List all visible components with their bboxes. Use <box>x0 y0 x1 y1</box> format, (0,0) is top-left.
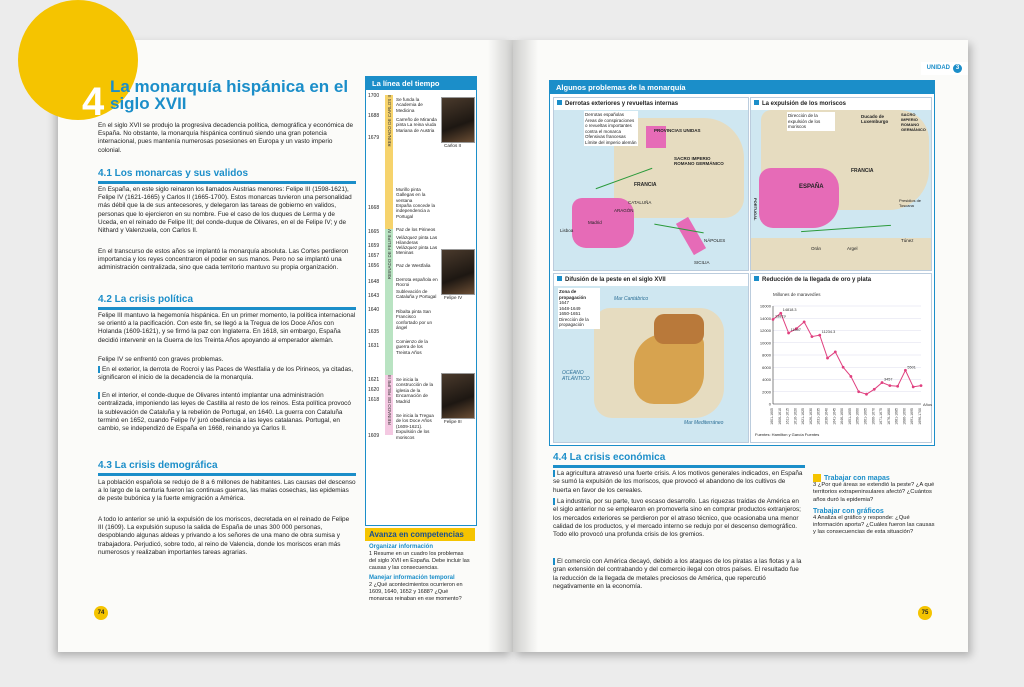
map-moriscos <box>750 97 932 271</box>
year-mark: 1640 <box>368 307 380 313</box>
map3-title: Difusión de la peste en el siglo XVII <box>557 276 666 283</box>
section-4-1-title: 4.1 Los monarcas y sus validos <box>98 168 249 179</box>
map2-legend <box>787 112 835 131</box>
chart-y-tick-label: 12000 <box>759 328 771 333</box>
map-label: Presidios de Toscana <box>899 198 922 208</box>
map-label: Mar Mediterráneo <box>684 420 724 426</box>
chart-point <box>818 334 821 337</box>
unit-tag-number: 3 <box>953 64 962 73</box>
bullet-comercio <box>553 558 805 591</box>
section-4-1-paragraph-1: En España, en este siglo reinaron los llamados Austrias menores: Felipe III (1598-1621), Felipe IV (1621-1665) y Carlos II (1665-1700). Estos monarcas tuvieron una personalidad más débil que la de sus antecesores, y delegaron las tareas de gobierno en validos, personas que lo ejercieron en su nombre. Fue el caso de los duques de Lerma y de Uceda, en el reinado de Felipe III; del conde-duque de Olivares, en el de Felipe IV; y de Nithard y Valenzuela, con Carlos II. <box>98 186 352 235</box>
map-label: OCÉANO ATLÁNTICO <box>562 370 590 382</box>
timeline-event: Carreño de Miranda pinta La reina viuda Mariana de Austria <box>396 117 437 133</box>
page-title: La monarquía hispánica en el siglo XVII <box>110 77 349 113</box>
timeline-event: Sublevación de Cataluña y Portugal <box>396 289 437 300</box>
timeline-event: Paz de Westfalia <box>396 263 438 268</box>
timeline-event: Velázquez pinta Las Meninas <box>396 245 438 256</box>
gold-silver-chart <box>750 273 932 443</box>
reign-band-felipe-iii <box>385 375 393 435</box>
year-mark: 1631 <box>368 343 380 349</box>
chart-y-tick-label: 0 <box>768 401 771 407</box>
year-mark: 1609 <box>368 433 380 439</box>
right-page <box>513 40 968 652</box>
chart-point <box>834 351 837 354</box>
chart-x-tick-label: 1606-1610 <box>777 408 782 425</box>
year-mark: 1648 <box>368 279 380 285</box>
bullet-marker <box>553 498 555 505</box>
chart-x-end-label: Años <box>923 402 933 407</box>
chart-data-label: 11234.3 <box>821 330 836 335</box>
chart-x-tick-label: 1676-1680 <box>886 408 891 425</box>
portrait-caption: Carlos II <box>444 143 462 148</box>
portrait-caption: Felipe IV <box>444 295 463 300</box>
map-label: Túnez <box>901 238 914 243</box>
chart-point <box>881 381 884 384</box>
activities-box <box>813 470 938 537</box>
chart-series-line <box>773 313 921 394</box>
map-label: FRANCIA <box>851 168 874 174</box>
legend-item: 1647 <box>559 300 570 305</box>
map-peste <box>553 273 749 443</box>
reign-label: REINADO DE FELIPE IV <box>386 229 392 280</box>
chart-point <box>865 393 868 396</box>
chart-x-tick-label: 1641-1645 <box>832 408 837 425</box>
chart-x-tick-label: 1626-1630 <box>808 408 813 425</box>
chart-x-tick-label: 1671-1675 <box>879 408 884 425</box>
timeline-event: Se funda la Academia de Medicina <box>396 97 438 113</box>
map-label: Ducado de Luxemburgo <box>861 114 889 124</box>
reign-band-carlos-ii <box>385 95 393 229</box>
timeline-event: Se inicia la construcción de la iglesia de la Encarnación de Madrid <box>396 377 438 404</box>
chart-y-tick-label: 14000 <box>759 315 771 321</box>
timeline-title: La línea del tiempo <box>366 77 476 90</box>
legend-item: Áreas de conspiraciones o revueltas importantes contra el monarca <box>585 117 635 134</box>
chart-x-tick-label: 1646-1650 <box>840 408 845 425</box>
chart-data-label: 14818.3 <box>782 308 797 313</box>
map-label: Mar Cantábrico <box>614 296 649 302</box>
section-divider <box>98 181 356 184</box>
section-divider <box>98 307 356 310</box>
bullet-agricultura <box>553 470 805 495</box>
chart-x-tick-label: 1681-1685 <box>894 408 899 425</box>
map-label: Argel <box>847 246 858 251</box>
bullet-exterior <box>98 366 356 383</box>
chart-title: Reducción de la llegada de oro y plata <box>754 276 871 283</box>
map1-legend <box>584 111 638 146</box>
bullet-marker <box>98 392 100 399</box>
legend-item: Límite del imperio alemán <box>585 139 637 145</box>
chart-svg <box>751 284 931 442</box>
map-label: PROVINCIAS UNIDAS <box>654 128 701 133</box>
section-4-2-title: 4.2 La crisis política <box>98 294 194 305</box>
portrait-felipe-iv <box>441 249 475 295</box>
year-mark: 1618 <box>368 397 380 403</box>
activity-heading-text: Trabajar con gráficos <box>813 507 884 515</box>
chart-x-tick-label: 1651-1655 <box>847 408 852 425</box>
chart-ylabel: Millones de maravedíes <box>773 292 821 297</box>
chart-point <box>920 384 923 387</box>
chart-y-tick-label: 10000 <box>759 340 771 346</box>
competencias-subtitle-2: Manejar información temporal <box>369 575 455 581</box>
legend-title: Zona de propagación <box>559 289 587 300</box>
chart-x-tick-label: 1611-1615 <box>785 408 790 425</box>
intro-text: En el siglo XVII se produjo la progresiva decadencia política, demográfica y económica de España. No obstante, la monarquía hispánica continuó siendo una gran potencia internacional, pues mantenía numerosas posesiones en Europa y un vasto imperio colonial. <box>98 122 354 154</box>
competencias-box <box>365 528 475 648</box>
map-label: SACRO IMPERIO ROMANO GERMÁNICO <box>674 156 724 166</box>
reign-band-felipe-iv <box>385 229 393 375</box>
chart-point <box>857 390 860 393</box>
chart-x-tick-label: 1636-1640 <box>824 408 829 425</box>
map-label: FRANCIA <box>634 182 657 188</box>
chart-data-label: 11597 <box>790 327 801 332</box>
chart-x-tick-label: 1686-1690 <box>902 408 907 425</box>
chart-point <box>849 375 852 378</box>
map-derrotas <box>553 97 749 271</box>
legend-item: Ofensivas francesas <box>585 134 626 139</box>
legend-item: 1648-1649 <box>559 305 581 311</box>
competencias-title: Avanza en competencias <box>365 528 475 541</box>
reign-label: REINADO DE FELIPE III <box>386 375 392 425</box>
map-label: Orán <box>811 246 822 251</box>
unit-number: 4 <box>82 80 105 124</box>
chart-source: Fuentes: Hamilton y García Fuentes <box>755 432 820 437</box>
legend-item: Derrotas españolas <box>585 112 625 117</box>
portrait-felipe-iii <box>441 373 475 419</box>
chart-x-tick-label: 1601-1605 <box>770 408 774 425</box>
year-mark: 1656 <box>368 263 380 269</box>
map-label: SACRO IMPERIO ROMANO GERMÁNICO <box>901 112 926 132</box>
map-label: ESPAÑA <box>799 184 824 190</box>
map-label: SICILIA <box>694 260 710 265</box>
activity-2: 2 ¿Qué acontecimientos ocurrieron en 1609, 1640, 1652 y 1688? ¿Qué monarcas reinaban en ese momento? <box>369 582 463 602</box>
legend-item: 1650-1651 <box>559 311 581 316</box>
bullet-marker <box>553 470 555 477</box>
chart-point <box>912 385 915 388</box>
year-mark: 1659 <box>368 243 380 249</box>
page-number: 75 <box>918 606 932 620</box>
timeline-event: España concede la independencia a Portugal <box>396 203 438 219</box>
chart-y-tick-label: 2000 <box>762 389 771 395</box>
bullet-interior <box>98 392 356 433</box>
year-mark: 1668 <box>368 205 380 211</box>
year-mark: 1657 <box>368 253 380 259</box>
timeline-event: Murillo pinta Gallegas en la ventana <box>396 187 438 203</box>
map-label: Madrid <box>588 220 602 225</box>
activity-heading-charts <box>813 508 938 515</box>
timeline-event: Velázquez pinta Las Hilanderas <box>396 235 438 246</box>
year-mark: 1688 <box>368 113 380 119</box>
book-spread <box>58 40 968 652</box>
activity-4: 4 Analiza el gráfico y responde: ¿Qué información aporta? ¿Cuáles fueron las causas y las consecuencias de esta situación? <box>813 514 935 536</box>
chart-x-tick-label: 1616-1620 <box>793 408 798 425</box>
spain-area <box>572 198 634 248</box>
timeline-event: Ribalta pinta San Francisco confortado por un ángel <box>396 309 438 331</box>
plague-area-1647 <box>634 334 704 404</box>
section-4-2-paragraph-2: Felipe IV se enfrentó con graves problemas. <box>98 356 224 363</box>
bullet-comercio-text: El comercio con América decayó, debido a los ataques de los piratas a las flotas y a la gran extensión del contrabando y del comercio ilegal con otros países. El resultado fue la reducción de la llegada de metales preciosos de América, que repercutió negativamente en la economía. <box>553 558 802 590</box>
chart-point <box>772 318 775 321</box>
section-4-3-paragraph-1: La población española se redujo de 8 a 6 millones de habitantes. Las causas del descenso a lo largo de la centuria fueron las continuas guerras, las malas cosechas, las epidemias de peste bubónica y la fuerte emigración a América. <box>98 479 356 503</box>
chart-x-tick-label: 1631-1635 <box>816 408 821 425</box>
chart-point <box>826 357 829 360</box>
page-number: 74 <box>94 606 108 620</box>
section-4-1-paragraph-2: En el transcurso de estos años se implantó la monarquía absoluta. Las Cortes perdieron importancia y los reyes concentraron el poder en sus manos. Pero no se implantó una administración centralizada, sino que cada territorio mantuvo su propia organización. <box>98 248 349 272</box>
plague-area-1650 <box>654 314 704 344</box>
chart-x-tick-label: 1691-1695 <box>910 408 915 425</box>
bullet-interior-text: En el interior, el conde-duque de Olivares intentó implantar una administración centralizada, imponiendo las leyes de Castilla al resto de los reinos. Esta política provocó la sublevación de Cataluña y la rebelión de Portugal, en 1640. La guerra con Cataluña terminó en 1652, cuando Felipe IV juró obediencia a las leyes catalanas. Portugal, en cambio, se independizó de España en 1668, reinando ya Carlos II. <box>98 392 351 432</box>
chart-x-tick-label: 1656-1660 <box>855 408 860 425</box>
map-label: NÁPOLES <box>704 238 726 243</box>
bullet-exterior-text: En el exterior, la derrota de Rocroi y las Paces de Westfalia y de los Pirineos, ya citadas, significaron el inicio de la decadencia de la monarquía. <box>98 366 354 382</box>
left-page <box>58 40 513 652</box>
chart-y-tick-label: 16000 <box>759 303 771 309</box>
portrait-caption: Felipe III <box>444 419 462 424</box>
activity-3: 3 ¿Por qué áreas se extendió la peste? ¿A qué territorios extrapeninsulares afectó? ¿Cuántos años duró la epidemia? <box>813 482 935 503</box>
bullet-marker <box>98 366 100 373</box>
chart-data-label: 3457 <box>884 377 893 382</box>
reign-label: REINADO DE CARLOS II <box>386 95 392 147</box>
bullet-industria-text: La industria, por su parte, tuvo escaso desarrollo. Las riquezas traídas de América en el siglo anterior no se emplearon en promoverla sino en comprar productos extranjeros; los mercados exteriores se perdieron por el atraso técnico, que ocasionaba una menor calidad de los productos, y el mercado interno se redujo por el descenso demográfico. Todo ello provocó una profunda crisis de los gremios. <box>553 498 801 538</box>
chart-y-tick-label: 4000 <box>762 377 771 382</box>
section-4-3-title: 4.3 La crisis demográfica <box>98 460 218 471</box>
map-label: CATALUÑA <box>628 200 652 205</box>
map-label: Lisboa <box>560 228 574 233</box>
year-mark: 1665 <box>368 229 380 235</box>
maps-box <box>549 80 935 446</box>
section-4-2-paragraph-1: Felipe III mantuvo la hegemonía hispánica. En un primer momento, la política internacional se orientó a la pacificación. Con este fin, se llegó a la Tregua de los Doce Años con Holanda (1609-1621), y se firmó la paz con Inglaterra. En 1618, sin embargo, España decidió intervenir en la Guerra de los Treinta Años apoyando al emperador alemán. <box>98 312 356 344</box>
unit-label: UNIDAD <box>926 65 950 71</box>
chart-x-tick-label: 1666-1670 <box>871 408 876 425</box>
year-mark: 1620 <box>368 387 380 393</box>
year-mark: 1635 <box>368 329 380 335</box>
map-label: PORTUGAL <box>753 198 758 221</box>
timeline-event: Comienzo de la guerra de los Treinta Años <box>396 339 438 355</box>
chart-point <box>787 332 790 335</box>
chart-x-tick-label: 1661-1665 <box>863 408 868 425</box>
legend-item: Dirección de la propagación <box>559 316 589 327</box>
chart-x-tick-label: 1621-1625 <box>801 408 806 425</box>
activity-1: 1 Resume en un cuadro los problemas del siglo XVII en España. Debe incluir las causas y las consecuencias. <box>369 551 470 571</box>
timeline-event: Se inicia la Tregua de los Doce Años (1609-1621). Expulsión de los moriscos <box>396 413 438 440</box>
bullet-marker <box>553 558 555 565</box>
chart-x-tick-label: 1696-1700 <box>918 408 922 425</box>
activity-marker <box>813 474 821 482</box>
bullet-agricultura-text: La agricultura atravesó una fuerte crisis. A los motivos generales indicados, en España se sumó la expulsión de los moriscos, que provocó el abandono de los cultivos de huerta en favor de los cereales. <box>553 470 803 494</box>
timeline-box <box>365 76 477 526</box>
map3-legend <box>558 288 600 329</box>
chart-point <box>873 388 876 391</box>
map2-title: La expulsión de los moriscos <box>754 100 846 107</box>
maps-title: Algunos problemas de la monarquía <box>550 81 934 94</box>
chart-y-tick-label: 6000 <box>762 364 771 370</box>
section-4-4-title: 4.4 La crisis económica <box>553 452 666 463</box>
chart-data-label: 5501 <box>907 365 916 370</box>
activity-heading-maps <box>813 474 938 482</box>
chart-y-tick-label: 8000 <box>762 352 771 358</box>
section-divider <box>98 473 356 476</box>
chart-point <box>896 385 899 388</box>
chart-point <box>904 369 907 372</box>
year-mark: 1643 <box>368 293 380 299</box>
portrait-carlos-ii <box>441 97 475 143</box>
activity-heading-text: Trabajar con mapas <box>824 474 890 482</box>
chart-point <box>803 321 806 324</box>
year-mark: 1621 <box>368 377 380 383</box>
section-divider <box>553 465 805 468</box>
unit-tag <box>921 62 968 75</box>
map1-title: Derrotas exteriores y revueltas internas <box>557 100 678 107</box>
map-label: ARAGÓN <box>614 208 634 213</box>
chart-data-label: 13819 <box>775 314 786 319</box>
competencias-subtitle-1: Organizar información <box>369 544 434 550</box>
year-mark: 1700 <box>368 93 380 99</box>
chart-point <box>888 384 891 387</box>
timeline-event: Derrota española en Rocroi <box>396 277 438 288</box>
spain-area <box>759 168 839 228</box>
section-4-3-paragraph-2: A todo lo anterior se unió la expulsión de los moriscos, decretada en el reinado de Felipe III (1609). La expulsión supuso la salida de España de unas 300 000 personas, despoblando algunas aldeas y privando a los señores de una mano de obra sumisa y trabajadora. Perjudicó, sobre todo, al reino de Valencia, donde los moriscos eran más numerosos y realizaban importantes tareas agrarias. <box>98 516 350 556</box>
chart-point <box>842 366 845 369</box>
legend-item: Dirección de la expulsión de los moriscos <box>788 113 821 129</box>
chart-point <box>811 335 814 338</box>
year-mark: 1679 <box>368 135 380 141</box>
timeline-event: Paz de los Pirineos <box>396 227 438 232</box>
bullet-industria <box>553 498 805 539</box>
